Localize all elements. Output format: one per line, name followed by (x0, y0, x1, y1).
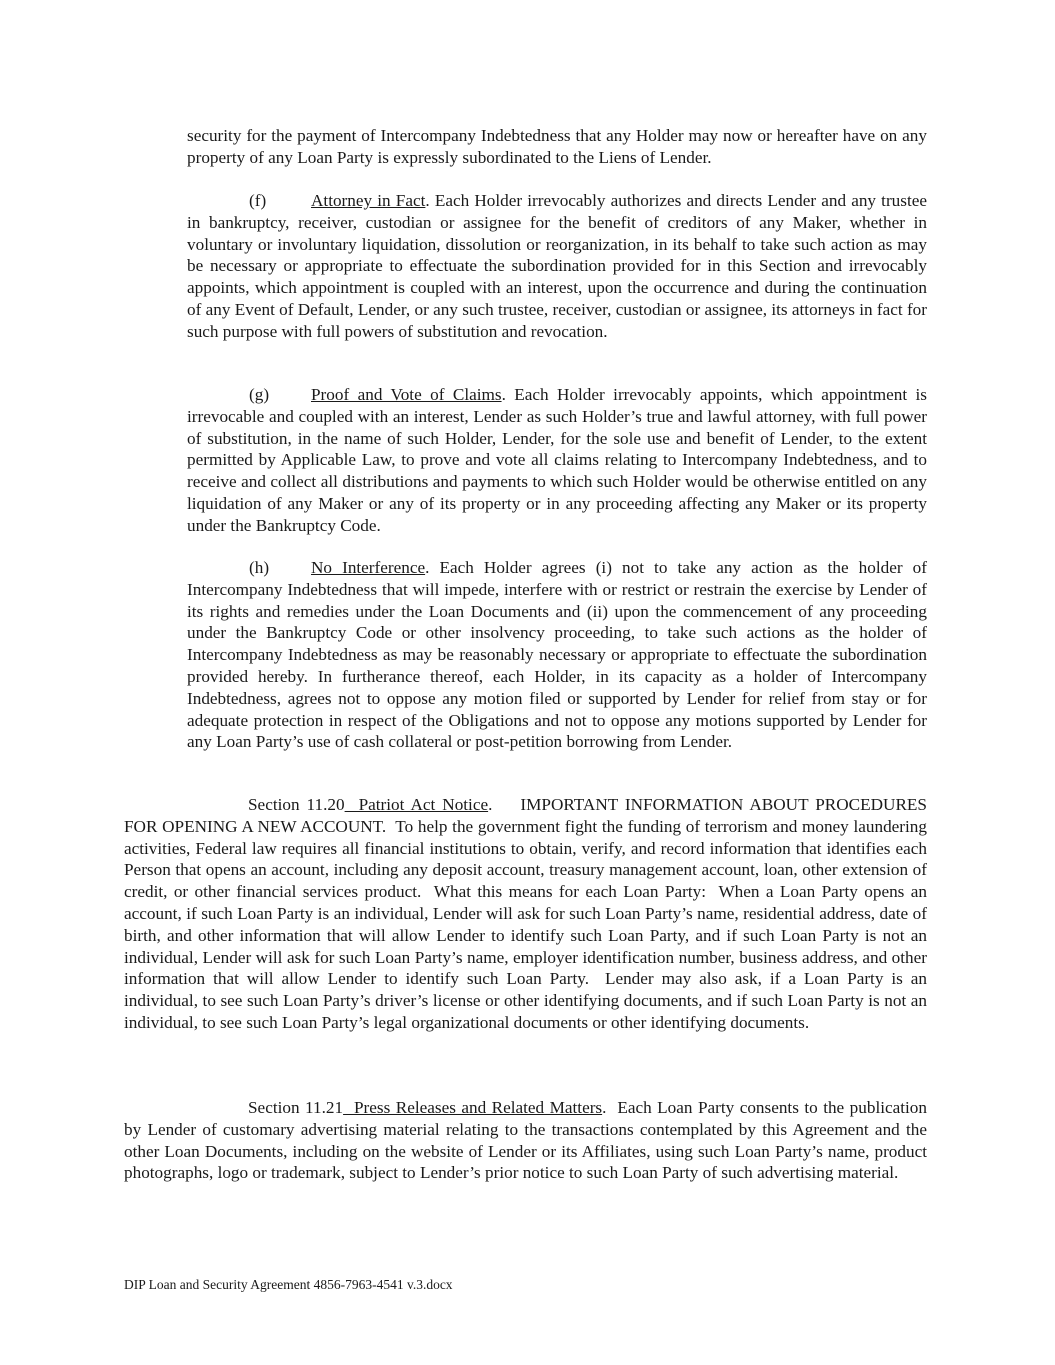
item-body: . Each Holder irrevocably appoints, which appointment is irrevocable and coupled with an interest, Lender as such Holder’s true and lawful attorney, with full power of substitution, in the name of such Holder, Lender, for the sole use and benefit of Lender, to the extent permitted by Applicable Law, to prove and vote all claims relating to Intercompany Indebtedness, and to receive and collect all distributions and payments to which such Holder would be otherwise entitled on any liquidation of any Maker or any of its property or in any proceeding affecting any Maker or its property under the Bankruptcy Code. (187, 385, 927, 535)
item-heading: Attorney in Fact (311, 191, 426, 210)
continuation-paragraph (187, 125, 927, 169)
item-label: (g) (249, 385, 270, 404)
item-body: . Each Holder agrees (i) not to take any action as the holder of Intercompany Indebtedness that will impede, interfere with or restrict or restrain the exercise by Lender of its rights and remedies under the Loan Documents and (ii) upon the commencement of any proceeding under the Bankruptcy Code or other insolvency proceeding, to take such actions as the holder of Intercompany Indebtedness as may be reasonably necessary or appropriate to effectuate the subordination provided hereby. In furtherance thereof, each Holder, in its capacity as a holder of Intercompany Indebtedness, agrees not to oppose any motion filed or supported by Lender for relief from stay or for adequate protection in respect of the Obligations and not to oppose any motions supported by Lender for any Loan Party’s use of cash collateral or post-petition borrowing from Lender. (187, 558, 927, 752)
paragraph-g (187, 384, 927, 537)
item-body: . Each Holder irrevocably authorizes and directs Lender and any trustee in bankruptcy, receiver, custodian or assignee for the benefit of creditors of any Maker, whether in voluntary or involuntary liquidation, dissolution or reorganization, in its behalf to take such action as may be necessary or appropriate to effectuate the subordination provided for in this Section and irrevocably appoints, which appointment is coupled with an interest, upon the occurrence and during the continuation of any Event of Default, Lender, or any such trustee, receiver, custodian or assignee, its attorneys in fact for such purpose with full powers of substitution and revocation. (187, 191, 927, 341)
paragraph-f (187, 190, 927, 343)
section-heading: Patriot Act Notice (344, 795, 489, 814)
item-label: (h) (249, 558, 270, 577)
item-label: (f) (249, 191, 267, 210)
continuation-text: security for the payment of Intercompany Indebtedness that any Holder may now or hereafter have on any property of any Loan Party is expressly subordinated to the Liens of Lender. (187, 126, 927, 167)
section-heading: Press Releases and Related Matters (343, 1098, 603, 1117)
section-11-20 (124, 794, 932, 1034)
section-number: Section 11.21 (248, 1098, 344, 1117)
item-heading: Proof and Vote of Claims (311, 385, 502, 404)
section-body: . IMPORTANT INFORMATION ABOUT PROCEDURES FOR OPENING A NEW ACCOUNT. To help the government fight the funding of terrorism and money laundering activities, Federal law requires all financial institutions to obtain, verify, and record information that identifies each Person that opens an account, including any deposit account, treasury management account, loan, other extension of credit, or other financial services product. What this means for each Loan Party: When a Loan Party opens an account, if such Loan Party is an individual, Lender will ask for such Loan Party’s name, residential address, date of birth, and other information that will allow Lender to identify such Loan Party, and if such Loan Party is not an individual, Lender will ask for such Loan Party’s name, employer identification number, business address, and other information that will allow Lender to identify such Loan Party. Lender may also ask, if a Loan Party is an individual, to see such Loan Party’s driver’s license or other identifying documents, and if such Loan Party is not an individual, to see such Loan Party’s legal organizational documents or other identifying documents. (124, 795, 932, 1032)
section-body: . Each Loan Party consents to the publication by Lender of customary advertising material relating to the transactions contemplated by this Agreement and the other Loan Documents, including on the website of Lender or its Affiliates, using such Loan Party’s name, product photographs, logo or trademark, subject to Lender’s prior notice to such Loan Party of such advertising material. (124, 1098, 932, 1183)
section-number: Section 11.20 (248, 795, 345, 814)
section-11-21 (124, 1097, 932, 1184)
paragraph-h (187, 557, 927, 753)
page-footer: DIP Loan and Security Agreement 4856-7963-4541 v.3.docx (124, 1277, 453, 1292)
item-heading: No Interference (311, 558, 426, 577)
